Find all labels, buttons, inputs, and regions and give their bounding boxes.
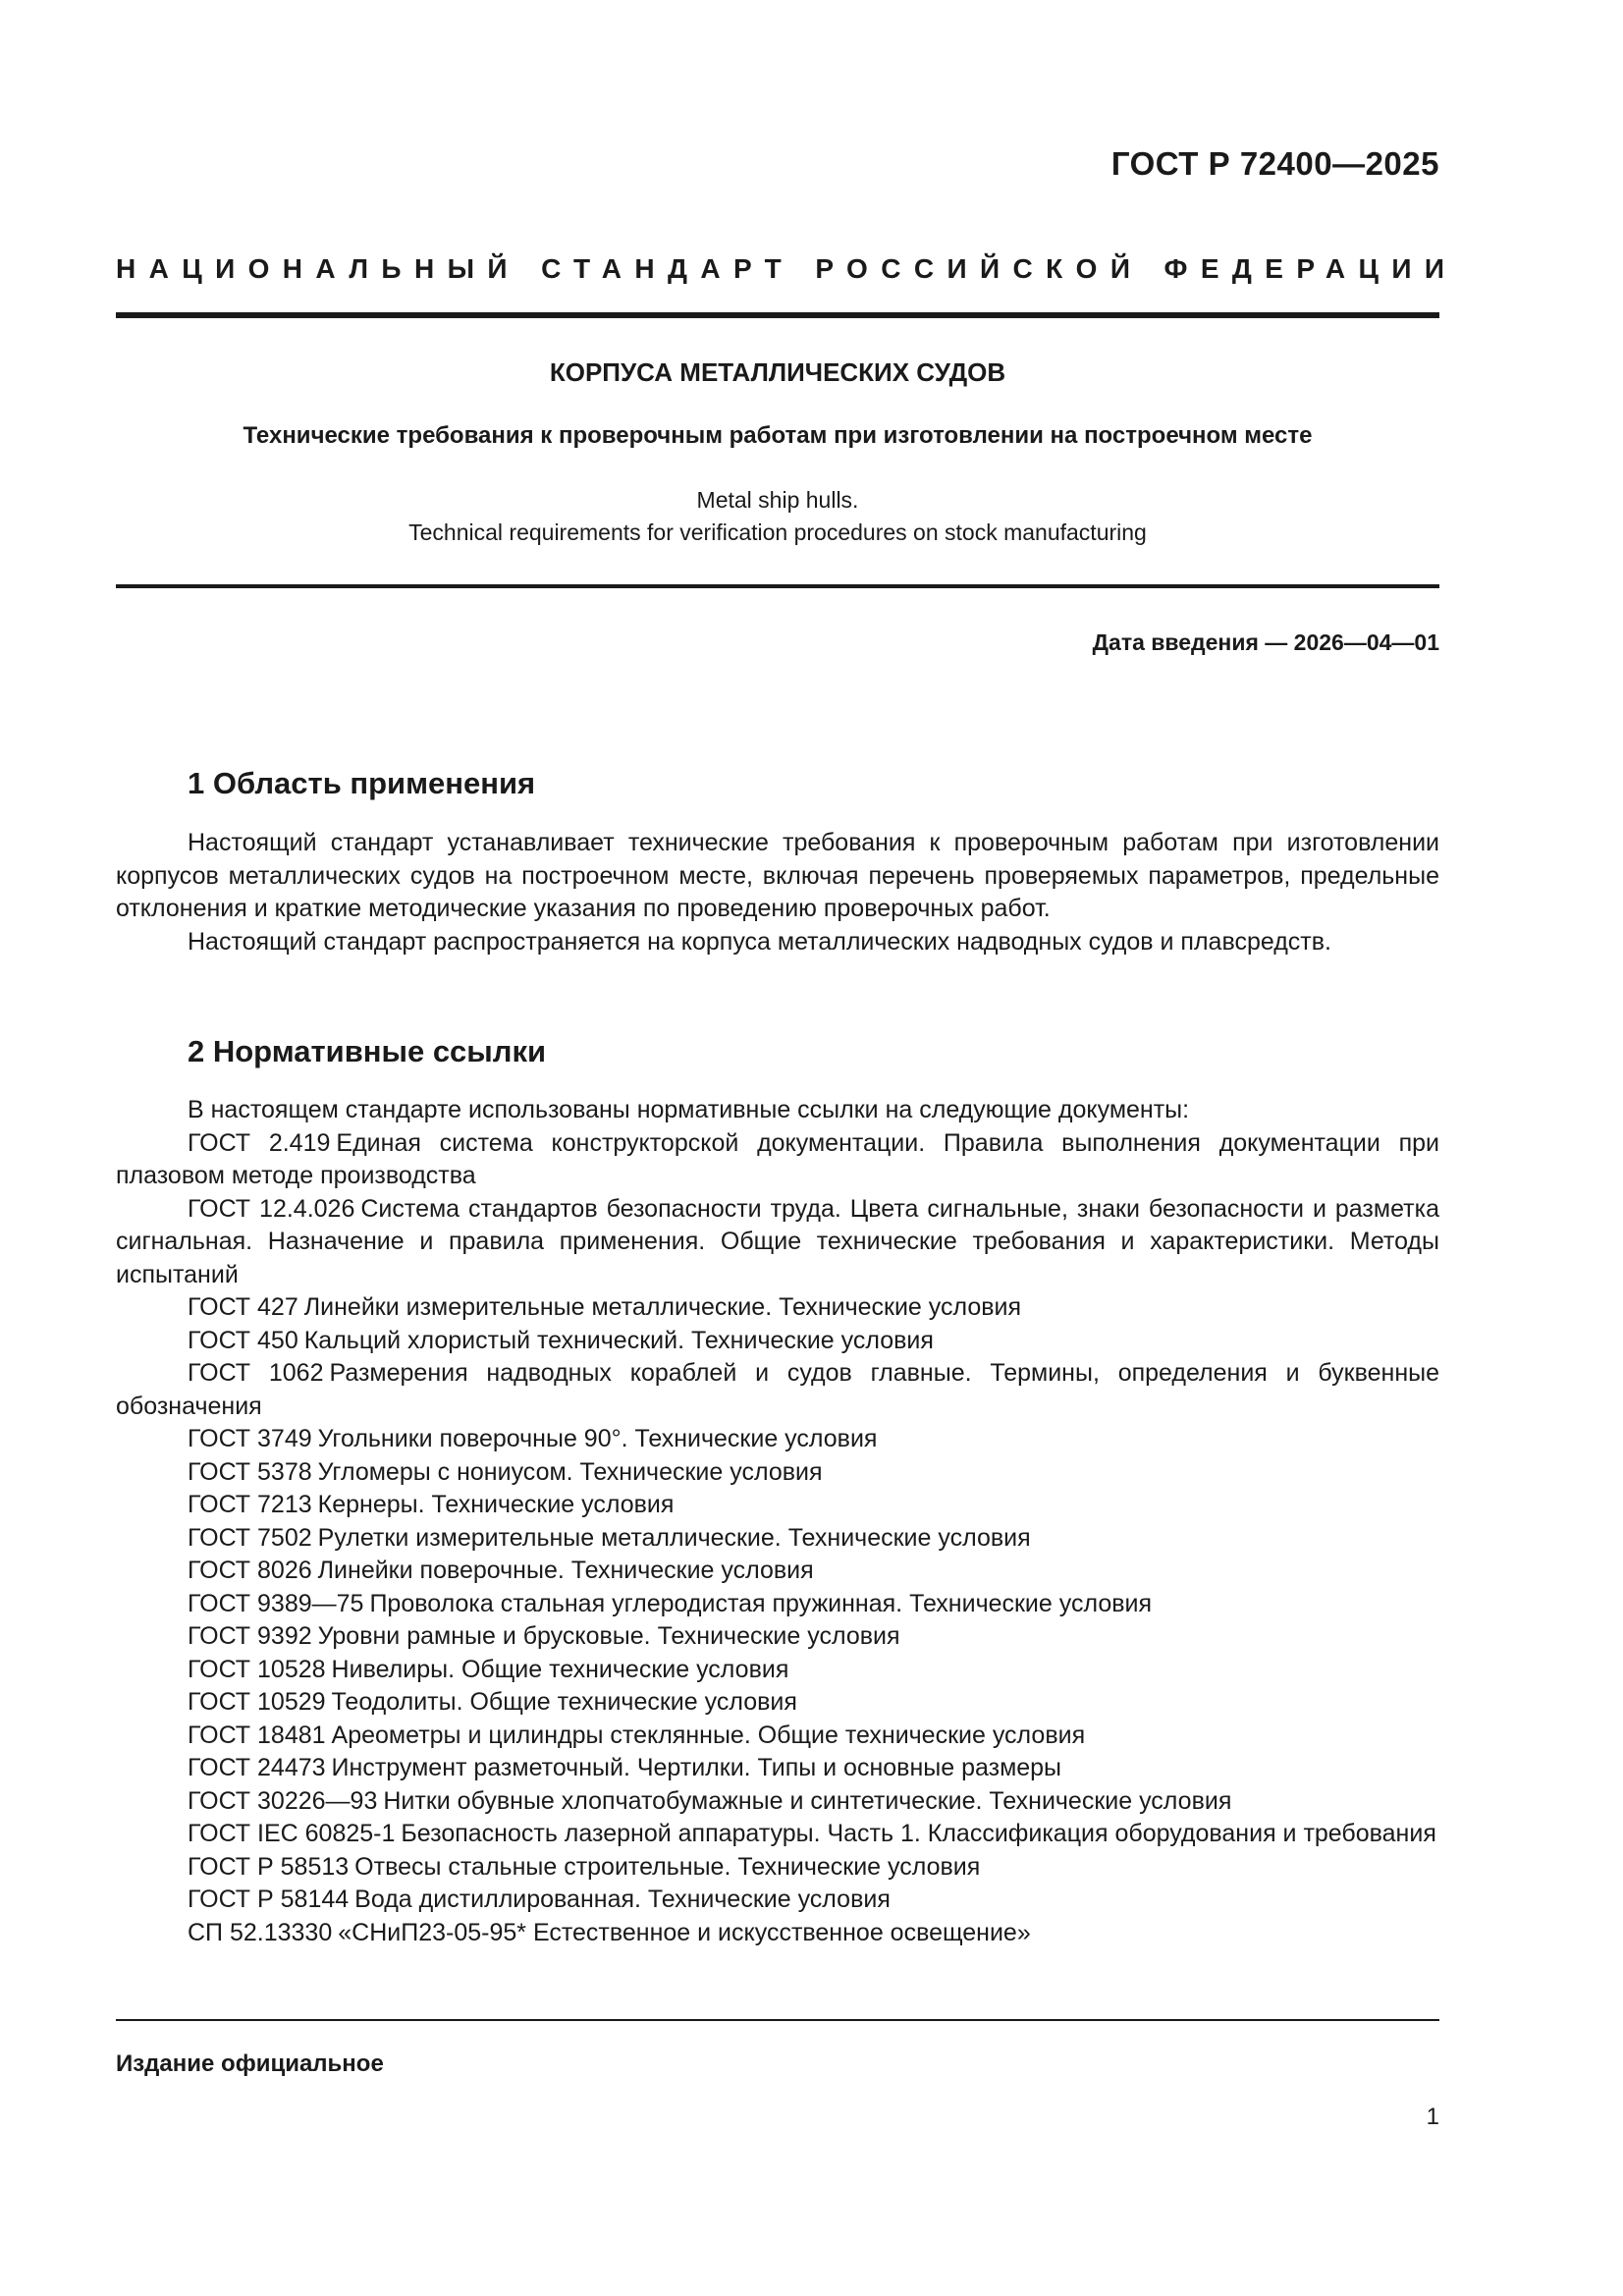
reference-code: ГОСТ 5378 xyxy=(188,1457,312,1486)
footer-rule xyxy=(116,2019,1439,2021)
reference-code: ГОСТ 12.4.026 xyxy=(188,1194,355,1223)
reference-item xyxy=(116,1522,1439,1556)
reference-code: ГОСТ 10529 xyxy=(188,1688,326,1716)
reference-item xyxy=(116,1818,1439,1851)
reference-title: Нивелиры. Общие технические условия xyxy=(331,1655,789,1683)
reference-item xyxy=(116,1127,1439,1193)
reference-code: ГОСТ 427 xyxy=(188,1293,298,1321)
document-title: КОРПУСА МЕТАЛЛИЧЕСКИХ СУДОВ xyxy=(549,357,1006,387)
introduction-date: Дата введения — 2026—04—01 xyxy=(1092,629,1439,655)
reference-code: ГОСТ 7213 xyxy=(188,1491,312,1518)
reference-item xyxy=(116,1588,1439,1621)
reference-title: Нитки обувные хлопчатобумажные и синтетические. Технические условия xyxy=(383,1786,1232,1815)
reference-title: Единая система конструкторской документации. Правила выполнения документации при плазовом методе производства xyxy=(116,1128,1439,1189)
reference-code: ГОСТ 9392 xyxy=(188,1622,312,1650)
reference-title: Угольники поверочные 90°. Технические условия xyxy=(317,1425,878,1452)
english-title-line-1: Metal ship hulls. xyxy=(696,487,859,513)
reference-code: ГОСТ 10528 xyxy=(188,1655,326,1683)
title-rule xyxy=(116,584,1439,588)
reference-title: Безопасность лазерной аппаратуры. Часть 1. Классификация оборудования и требования xyxy=(401,1820,1436,1847)
reference-item xyxy=(116,1193,1439,1292)
reference-item xyxy=(116,1884,1439,1917)
reference-code: ГОСТ Р 58513 xyxy=(188,1852,350,1881)
reference-title: Кальций хлористый технический. Технические условия xyxy=(303,1326,934,1354)
reference-item xyxy=(116,1654,1439,1687)
reference-code: ГОСТ 450 xyxy=(188,1326,298,1354)
section-1-body xyxy=(116,827,1439,958)
reference-title: Проволока стальная углеродистая пружинная. Технические условия xyxy=(369,1589,1153,1617)
section-1-heading: 1 Область применения xyxy=(188,766,536,800)
reference-item xyxy=(116,1620,1439,1654)
reference-title: Вода дистиллированная. Технические условия xyxy=(354,1886,891,1913)
header-rule xyxy=(116,312,1439,318)
reference-item xyxy=(116,1752,1439,1785)
reference-item xyxy=(116,1291,1439,1325)
reference-code: ГОСТ 7502 xyxy=(188,1523,312,1552)
national-standard-banner: НАЦИОНАЛЬНЫЙ СТАНДАРТ РОССИЙСКОЙ ФЕДЕРАЦИИ xyxy=(116,253,1458,284)
reference-code: ГОСТ 1062 xyxy=(188,1359,324,1387)
english-title-line-2: Technical requirements for verification procedures on stock manufacturing xyxy=(408,519,1147,545)
reference-item xyxy=(116,1917,1439,1950)
reference-item xyxy=(116,1325,1439,1358)
reference-code: ГОСТ 9389—75 xyxy=(188,1589,364,1617)
reference-item xyxy=(116,1785,1439,1819)
reference-title: Теодолиты. Общие технические условия xyxy=(331,1688,797,1716)
reference-title: Отвесы стальные строительные. Технические условия xyxy=(354,1852,981,1881)
reference-item xyxy=(116,1851,1439,1885)
reference-title: Кернеры. Технические условия xyxy=(317,1491,675,1518)
reference-item xyxy=(116,1489,1439,1522)
reference-title: Рулетки измерительные металлические. Технические условия xyxy=(317,1523,1031,1552)
reference-title: Угломеры с нониусом. Технические условия xyxy=(317,1457,823,1486)
references-intro: В настоящем стандарте использованы нормативные ссылки на следующие документы: xyxy=(188,1096,1190,1123)
reference-code: ГОСТ 18481 xyxy=(188,1721,326,1749)
reference-title: Линейки поверочные. Технические условия xyxy=(317,1557,814,1584)
reference-title: Инструмент разметочный. Чертилки. Типы и основные размеры xyxy=(331,1754,1062,1781)
reference-item xyxy=(116,1423,1439,1456)
section-1-paragraph-1: Настоящий стандарт устанавливает технические требования к проверочным работам при изготовлении корпусов металлических судов на построечном месте, включая перечень проверяемых параметров, предельные отклонения и краткие методические указания по проведению проверочных работ. xyxy=(116,829,1439,922)
page-number: 1 xyxy=(1426,2104,1439,2130)
document-code: ГОСТ Р 72400—2025 xyxy=(1110,145,1439,182)
normative-references xyxy=(116,1094,1439,1949)
reference-code: СП 52.13330 xyxy=(188,1918,333,1946)
reference-title: Уровни рамные и брусковые. Технические условия xyxy=(317,1622,900,1650)
english-title xyxy=(116,484,1439,549)
reference-title: Система стандартов безопасности труда. Цвета сигнальные, знаки безопасности и разметка сигнальная. Назначение и правила применения. Общие технические требования и характеристики. Методы испытаний xyxy=(116,1194,1439,1288)
reference-item xyxy=(116,1686,1439,1720)
reference-item xyxy=(116,1456,1439,1490)
reference-title: Размерения надводных кораблей и судов главные. Термины, определения и буквенные обозначения xyxy=(116,1359,1439,1420)
reference-title: Ареометры и цилиндры стеклянные. Общие технические условия xyxy=(331,1721,1086,1749)
section-1-paragraph-2: Настоящий стандарт распространяется на корпуса металлических надводных судов и плавсредств. xyxy=(188,927,1331,956)
document-subtitle: Технические требования к проверочным работам при изготовлении на построечном месте xyxy=(243,422,1313,449)
reference-code: ГОСТ 30226—93 xyxy=(188,1786,378,1815)
reference-code: ГОСТ 8026 xyxy=(188,1557,312,1584)
reference-title: «СНиП23-05-95* Естественное и искусственное освещение» xyxy=(338,1918,1031,1946)
reference-item xyxy=(116,1357,1439,1423)
reference-code: ГОСТ Р 58144 xyxy=(188,1886,350,1913)
edition-label: Издание официальное xyxy=(116,2050,384,2077)
reference-code: ГОСТ IEC 60825-1 xyxy=(188,1820,396,1847)
reference-item xyxy=(116,1720,1439,1753)
reference-code: ГОСТ 3749 xyxy=(188,1425,312,1452)
reference-title: Линейки измерительные металлические. Технические условия xyxy=(303,1293,1022,1321)
reference-item xyxy=(116,1555,1439,1588)
reference-code: ГОСТ 24473 xyxy=(188,1754,326,1781)
section-2-heading: 2 Нормативные ссылки xyxy=(188,1034,547,1068)
reference-code: ГОСТ 2.419 xyxy=(188,1128,331,1157)
